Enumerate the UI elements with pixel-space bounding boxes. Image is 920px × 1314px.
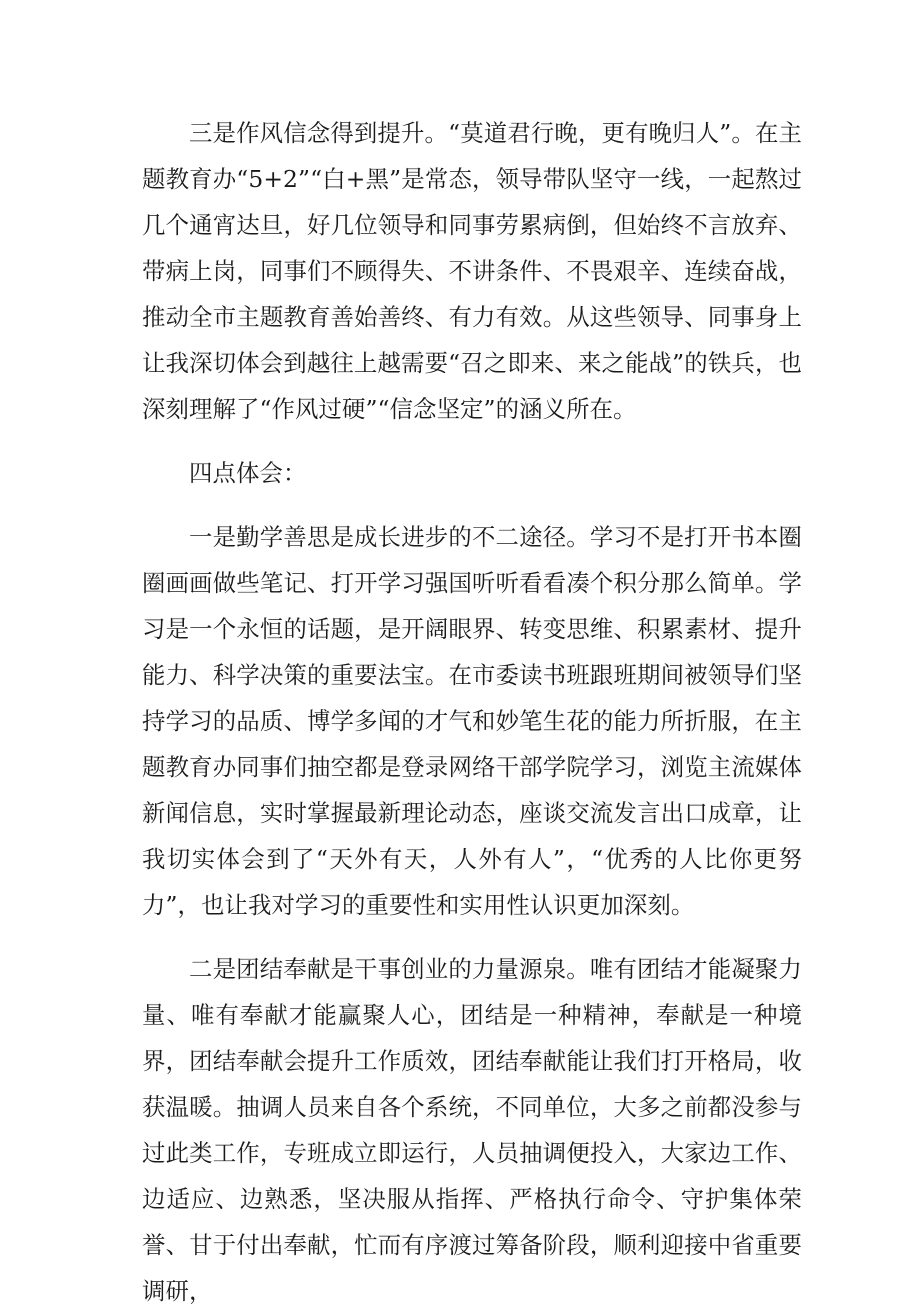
section-heading-four-insights: 四点体会： [189, 459, 307, 487]
paragraph-diligent-study: 一是勤学善思是成长进步的不二途径。学习不是打开书本圈圈画画做些笔记、打开学习强国听听看看凑个积分那么简单。学习是一个永恒的话题，是开阔眼界、转变思维、积累素材、提升能力、科学决策的重要法宝。在市委读书班跟班期间被领导们坚持学习的品质、博学多闻的才气和妙笔生花的能力所折服，在主题教育办同事们抽空都是登录网络干部学院学习，浏览主流媒体新闻信息，实时掌握最新理论动态，座谈交流发言出口成章，让我切实体会到了“天外有天，人外有人”，“优秀的人比你更努力”，也让我对学习的重要性和实用性认识更加深刻。 [142, 523, 802, 919]
paragraph-work-style: 三是作风信念得到提升。“莫道君行晚，更有晚归人”。在主题教育办“5+2”“白+黑”是常态，领导带队坚守一线，一起熬过几个通宵达旦，好几位领导和同事劳累病倒，但始终不言放弃、带病上岗，同事们不顾得失、不讲条件、不畏艰辛、连续奋战，推动全市主题教育善始善终、有力有效。从这些领导、同事身上让我深切体会到越往上越需要“召之即来、来之能战”的铁兵，也深刻理解了“作风过硬”“信念坚定”的涵义所在。 [142, 119, 802, 423]
document-body [142, 110, 802, 1314]
paragraph-unity-dedication: 二是团结奉献是干事创业的力量源泉。唯有团结才能凝聚力量、唯有奉献才能赢聚人心，团结是一种精神，奉献是一种境界，团结奉献会提升工作质效，团结奉献能让我们打开格局，收获温暖。抽调人员来自各个系统，不同单位，大多之前都没参与过此类工作，专班成立即运行，人员抽调便投入，大家边工作、边适应、边熟悉，坚决服从指挥、严格执行命令、守护集体荣誉、甘于付出奉献，忙而有序渡过筹备阶段，顺利迎接中省重要调研， [142, 955, 802, 1305]
